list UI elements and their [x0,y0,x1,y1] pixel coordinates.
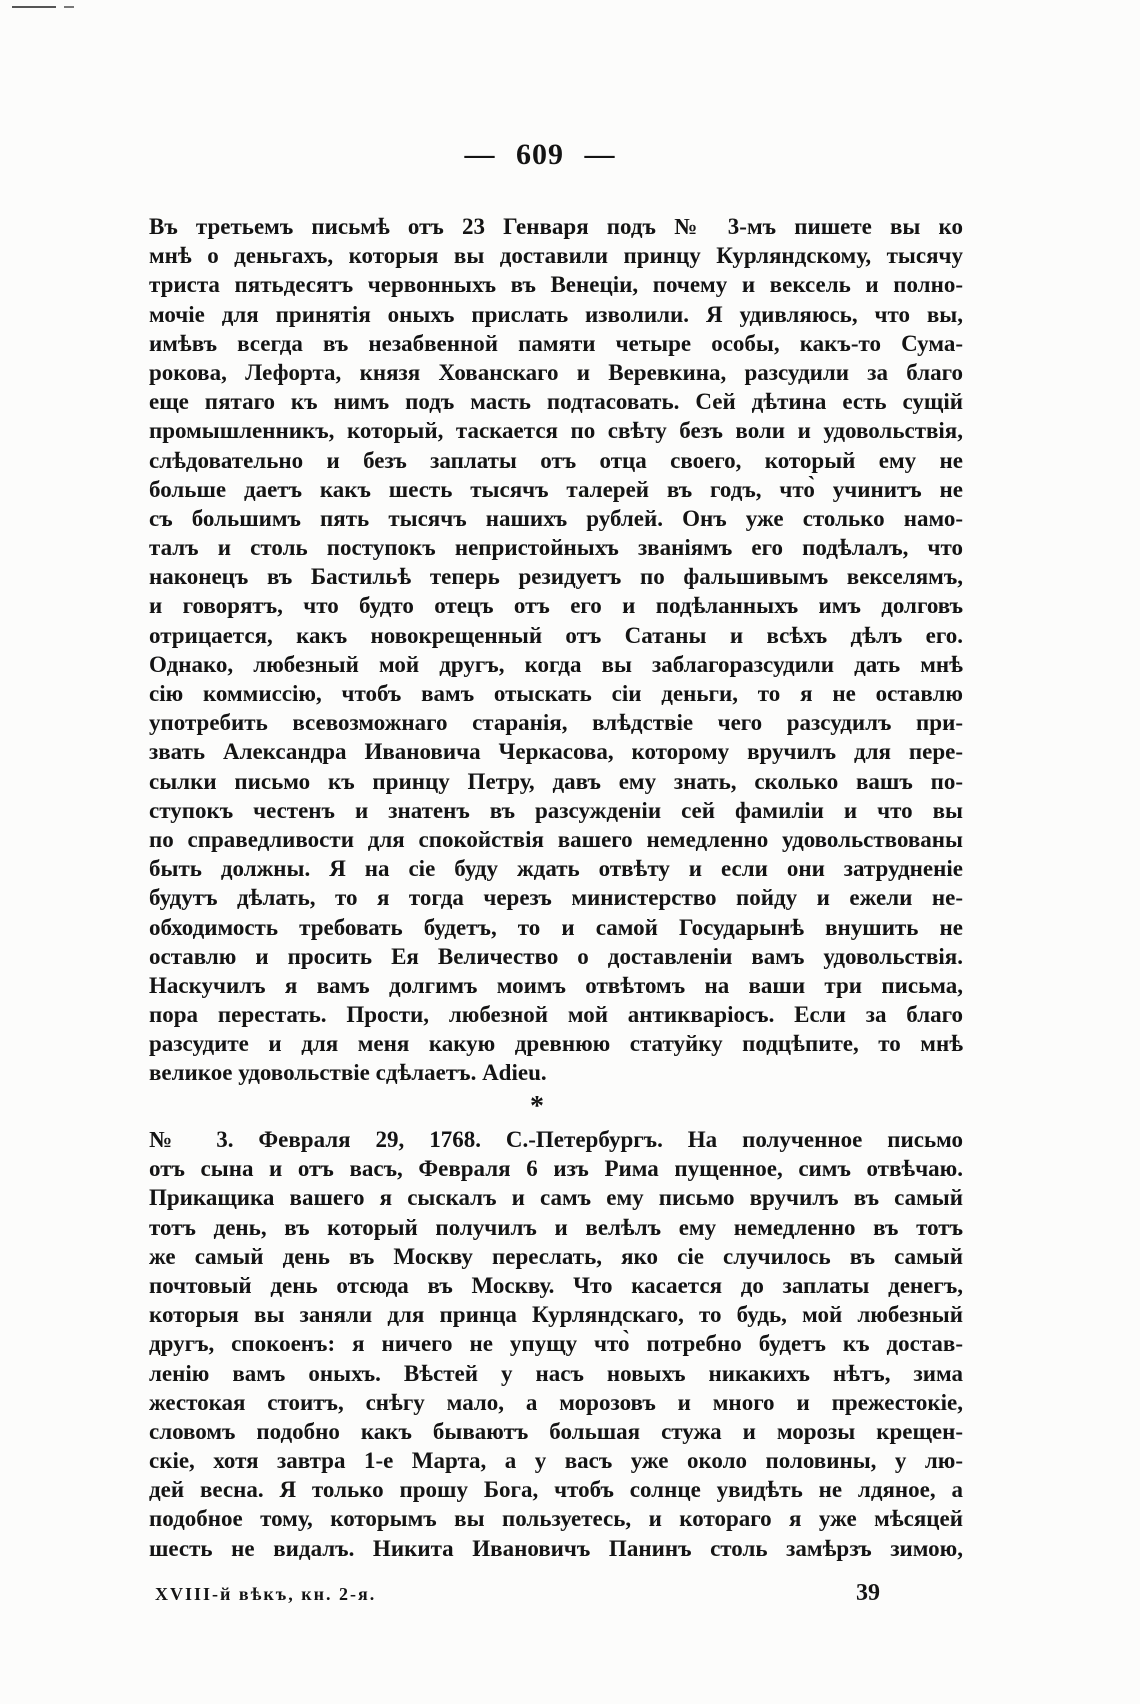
text-line: другъ, спокоенъ: я ничего не упущу что̀ потребно будетъ къ достав- [149,1331,963,1357]
text-line: съ большимъ пять тысячъ нашихъ рублей. Онъ уже столько намо- [149,505,963,531]
text-line: наконецъ въ Бастильѣ теперь резидуетъ по фальшивымъ векселямъ, [149,564,963,590]
text-line: мнѣ о деньгахъ, которыя вы доставили принцу Курляндскому, тысячу [149,243,963,269]
text-line: жестокая стоитъ, снѣгу мало, а морозовъ и много и прежестокіе, [149,1389,963,1415]
text-line: почтовый день отсюда въ Москву. Что касается до заплаты денегъ, [149,1272,963,1298]
text-line: Въ третьемъ письмѣ отъ 23 Генваря подъ № 3-мъ пишете вы ко [149,214,963,239]
text-line: Однако, любезный мой другъ, когда вы заблагоразсудили дать мнѣ [149,651,963,677]
text-line: мочіе для принятія оныхъ прислать изволили. Я удивляюсь, что вы, [149,301,963,327]
text-line: по справедливости для спокойствія вашего немедленно удовольствованы [149,826,963,852]
text-line: великое удовольствіе сдѣлаетъ. Adieu. [149,1060,547,1086]
text-line: разсудите и для меня какую древнюю статуйку подцѣпите, то мнѣ [149,1031,963,1057]
page-number-header: — 609 — [464,138,616,171]
section-separator: * [530,1091,544,1122]
text-line: обходимость требовать будетъ, то и самой Государынѣ внушить не [149,914,963,940]
text-line: подобное тому, которымъ вы пользуетесь, и котораго я уже мѣсяцей [149,1506,963,1532]
text-line: которыя вы заняли для принца Курляндскаго, то будь, мой любезный [149,1302,963,1328]
text-line: слѣдовательно и безъ заплаты отъ отца своего, который ему не [149,447,963,473]
text-line: больше даетъ какъ шесть тысячъ талерей въ годъ, что̀ учинитъ не [149,476,963,502]
footer-signature-mark: XVIII-й вѣкъ, кн. 2-я. [155,1584,377,1604]
text-line: талъ и столь поступокъ непристойныхъ званіямъ его подѣлалъ, что [149,535,963,561]
text-line: Прикащика вашего я сыскалъ и самъ ему письмо вручилъ въ самый [149,1185,963,1211]
letter-paragraph-1 [149,212,963,1088]
text-line: пора перестать. Прости, любезной мой антикваріосъ. Если за благо [149,1002,963,1028]
text-line: словомъ подобно какъ бываютъ большая стужа и морозы крещен- [149,1418,963,1444]
text-line: имѣвъ всегда въ незабвенной памяти четыре особы, какъ-то Сума- [149,330,963,356]
text-line: тотъ день, въ который получилъ и велѣлъ ему немедленно въ тотъ [149,1214,963,1240]
text-line: будутъ дѣлать, то я тогда черезъ министерство пойду и ежели не- [149,885,963,911]
footer-sheet-number: 39 [856,1580,880,1606]
text-line: ступокъ честенъ и знатенъ въ разсужденіи сей фамиліи и что вы [149,797,963,823]
text-line: отъ сына и отъ васъ, Февраля 6 изъ Рима пущенное, симъ отвѣчаю. [149,1156,963,1182]
text-line: отрицается, какъ новокрещенный отъ Сатаны и всѣхъ дѣлъ его. [149,622,963,648]
text-line: и говорятъ, что будто отецъ отъ его и подѣланныхъ имъ долговъ [149,593,963,619]
text-line: сылки письмо къ принцу Петру, давъ ему знать, сколько вашъ по- [149,768,963,794]
text-line: звать Александра Ивановича Черкасова, которому вручилъ для пере- [149,739,963,765]
text-line: промышленникъ, который, таскается по свѣту безъ воли и удовольствія, [149,418,963,444]
text-line: же самый день въ Москву переслать, яко сіе случилось въ самый [149,1243,963,1269]
text-line: быть должны. Я на сіе буду ждать отвѣту и если они затрудненіе [149,856,963,882]
text-line: рокова, Лефорта, князя Хованскаго и Веревкина, разсудили за благо [149,359,963,385]
text-line: скіе, хотя завтра 1-е Марта, а у васъ уже около половины, у лю- [149,1448,963,1474]
text-line: употребить всевозможнаго старанія, влѣдствіе чего разсудилъ при- [149,710,963,736]
text-line: сію коммиссію, чтобъ вамъ отыскать сіи деньги, то я не оставлю [149,681,963,706]
text-line: триста пятьдесятъ червонныхъ въ Венеціи, почему и вексель и полно- [149,272,963,298]
text-line: шесть не видалъ. Никита Ивановичъ Панинъ столь замѣрзъ зимою, [149,1535,963,1561]
letter-paragraph-2 [149,1125,963,1563]
text-line: Наскучилъ я вамъ долгимъ моимъ отвѣтомъ на ваши три письма, [149,972,963,998]
text-line: еще пятаго къ нимъ подъ масть подтасовать. Сей дѣтина есть сущій [149,389,963,415]
text-line: № 3. Февраля 29, 1768. С.-Петербургъ. На полученное письмо [149,1127,963,1152]
scan-mark [12,6,56,8]
text-line: дей весна. Я только прошу Бога, чтобъ солнце увидѣть не лдяное, а [149,1477,963,1503]
text-line: оставлю и просить Ея Величество о доставленіи вамъ удовольствія. [149,943,963,969]
text-line: ленію вамъ оныхъ. Вѣстей у насъ новыхъ никакихъ нѣтъ, зима [149,1360,963,1386]
